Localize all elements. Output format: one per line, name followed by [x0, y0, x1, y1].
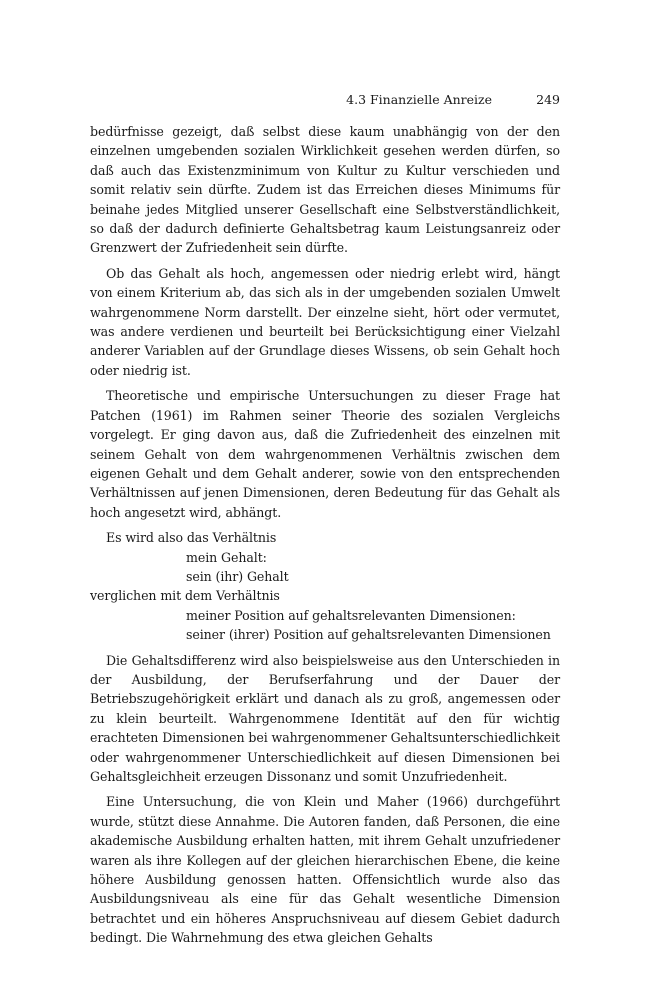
body-text: [90, 122, 560, 948]
ratio-denominator: sein (ihr) Gehalt: [186, 568, 289, 584]
paragraph: Theoretische und empirische Untersuchungen zu dieser Frage hat Patchen (1961) im Rahmen seiner Theorie des sozialen Vergleichs vorgelegt. Er ging davon aus, daß die Zufriedenheit des einzelnen mit seinem Gehalt von dem wahrgenommenen Verhältnis zwischen dem eigenen Gehalt und dem Gehalt anderer, sowie von den entsprechenden Verhältnissen auf jenen Dimensionen, deren Bedeutung für das Gehalt als hoch angesetzt wird, abhängt.: [90, 388, 560, 520]
book-page: [90, 92, 560, 954]
ratio-numerator: meiner Position auf gehaltsrelevanten Dimensionen:: [186, 607, 516, 623]
paragraph: Ob das Gehalt als hoch, angemessen oder niedrig erlebt wird, hängt von einem Kriterium ab, das sich als in der umgebenden sozialen Umwelt wahrgenommene Norm darstellt. Der einzelne sieht, hört oder vermutet, was andere verdienen und beurteilt bei Berücksichtigung einer Vielzahl anderer Variablen auf der Grundlage dieses Wissens, ob sein Gehalt hoch oder niedrig ist.: [90, 265, 560, 378]
running-header: [90, 92, 560, 112]
ratio-numerator: mein Gehalt:: [186, 549, 267, 565]
ratio-denominator: seiner (ihrer) Position auf gehaltsrelevanten Dimensionen: [186, 627, 551, 643]
paragraph: Eine Untersuchung, die von Klein und Maher (1966) durchgeführt wurde, stützt diese Annahme. Die Autoren fanden, daß Personen, die eine akademische Ausbildung erhalten hatten, mit ihrem Gehalt unzufriedener waren als ihre Kollegen auf der gleichen hierarchischen Ebene, die keine höhere Ausbildung genossen hatten. Offensichtlich wurde also das Ausbildungsniveau als eine für das Gehalt wesentliche Dimension betrachtet und ein höheres Anspruchsniveau auf diesem Gebiet dadurch bedingt. Die Wahrnehmung des etwa gleichen Gehalts: [90, 794, 560, 946]
section-title: 4.3 Finanzielle Anreize: [346, 92, 492, 107]
ratio-intro: Es wird also das Verhältnis: [106, 530, 277, 546]
ratio-comparison-block: [90, 528, 560, 644]
paragraph: Die Gehaltsdifferenz wird also beispielsweise aus den Unterschieden in der Ausbildung, der Berufserfahrung und der Dauer der Betriebszugehörigkeit erklärt und danach als zu groß, angemessen oder zu klein beurteilt. Wahrgenommene Identität auf den für wichtig erachteten Dimensionen bei wahrgenommener Gehaltsunterschiedlichkeit oder wahrgenommener Unterschiedlichkeit auf diesen Dimensionen bei Gehaltsgleichheit erzeugen Dissonanz und somit Unzufriedenheit.: [90, 652, 560, 784]
page-number: 249: [536, 92, 560, 107]
ratio-intro: verglichen mit dem Verhältnis: [90, 588, 280, 604]
paragraph-continued: bedürfnisse gezeigt, daß selbst diese kaum unabhängig von der den einzelnen umgebenden sozialen Wirklichkeit gesehen werden dürfen, so daß auch das Existenzminimum von Kultur zu Kultur verschieden und somit relativ sein dürfte. Zudem ist das Erreichen dieses Minimums für beinahe jedes Mitglied unserer Gesellschaft eine Selbstverständlichkeit, so daß der dadurch definierte Gehaltsbetrag kaum Leistungsanreiz oder Grenzwert der Zufriedenheit sein dürfte.: [90, 124, 560, 256]
